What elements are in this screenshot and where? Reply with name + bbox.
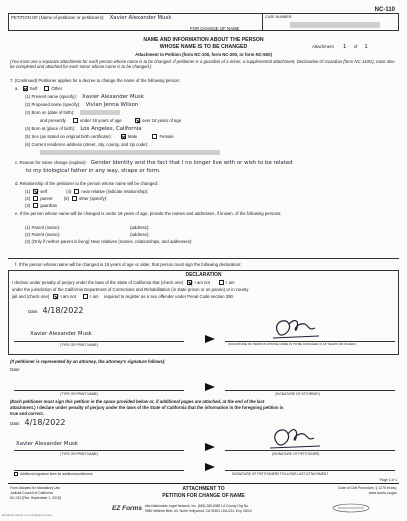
reason-row: c. Reason for name change (explain): Gender Identity and the fact that I no longer live with or wish to be related: [15, 160, 293, 166]
reason-line1: Gender Identity and the fact that I no longer live with or wish to be related: [90, 160, 293, 166]
born-at-row: (4) Born at (place of birth): Los Angeles, California: [25, 126, 142, 132]
self-other-row: a. Self Other: [15, 86, 63, 91]
under18-checkbox[interactable]: [73, 118, 78, 123]
reason-line2: to my biological father in any way, shape or form.: [26, 168, 161, 174]
attorney-sig-line: [225, 390, 395, 391]
petitioner-signature: [262, 422, 326, 452]
relationship-label: d. Relationship of the petitioner to the person whose name will be changed:: [15, 181, 159, 186]
footer-left1: Form Adopted for Mandatory Use: [10, 486, 61, 490]
declaration-signature: [265, 314, 325, 342]
relationship-row2: (2) parent (5) other (specify):: [25, 196, 108, 201]
attorney-name-line: [14, 390, 184, 391]
rel-guardian-checkbox[interactable]: [33, 203, 38, 208]
present-name-row: (1) Present name (specify): Xavier Alexander Musk: [25, 94, 144, 100]
petition-label: PETITION OF (Name of petitioner or petitioners): Xavier Alexander Musk: [11, 15, 172, 21]
address-row: (6) Current residence address (street, city, county, and zip code):: [25, 142, 149, 147]
parent2-row: (2) Parent (name): (address):: [25, 232, 150, 237]
rel-near-checkbox[interactable]: [74, 189, 79, 194]
attorney-arrow: [205, 383, 215, 391]
petitioner-sig-caption: (SIGNATURE OF PETITIONER): [272, 452, 320, 456]
declaration-printed-name: Xavier Alexander Musk: [30, 331, 92, 337]
watermark: Elizabeth Harris / Los Angeles County: [2, 513, 53, 517]
petitioner-name-line: [14, 450, 184, 451]
declaration-arrow: [205, 335, 215, 343]
petitioner-name-caption: (TYPE OR PRINT NAME): [60, 452, 98, 456]
title-line2: WHOSE NAME IS TO BE CHANGED: [159, 44, 248, 50]
am-checkbox[interactable]: [219, 280, 224, 285]
petitioner-printed-name: Xavier Alexander Musk: [16, 441, 78, 447]
footer-rule: [8, 483, 399, 484]
declaration-title: DECLARATION: [185, 272, 222, 278]
petitioner-text1: (Each petitioner must sign this petition in the space provided below or, if additional pages are attached, at the end of the last: [10, 399, 265, 404]
present-name-value: Xavier Alexander Musk: [82, 94, 144, 100]
separator-f: [8, 258, 399, 259]
jail-am-not-checkbox[interactable]: [53, 294, 58, 299]
over18-checkbox[interactable]: [135, 118, 140, 123]
female-checkbox[interactable]: [152, 134, 157, 139]
declaration-line3: jail and (check one) I am not I am required to register as a sex offender under Penal Code section 290.: [12, 294, 235, 299]
publisher-logo: EZ Forms: [112, 505, 142, 512]
relationship-row3: (3) guardian: [25, 203, 57, 208]
court-seal-logo: [330, 503, 372, 513]
rel-parent-checkbox[interactable]: [33, 196, 38, 201]
publisher-line2: 5960 Wilshire Blvd. #3, North Hollywood, CA 91601 LDA-024, Exp. 08/24: [145, 509, 252, 513]
form-number: NC-110: [374, 7, 395, 13]
petitioner-text2: attachment.) I declare under penalty of perjury under the laws of the State of California that the information in the foregoing petition is: [10, 405, 284, 410]
age-row: and presently under 18 years of age over 18 years of age: [40, 118, 182, 123]
petitioner-arrow: [205, 443, 215, 451]
relationship-row1: (1) self (4) near relative (indicate relationship):: [25, 189, 149, 194]
publisher-line1: dba Nationwide Legal Network, Inc. (818) 285-6389 LA County Org No.: [145, 504, 249, 508]
declaration-line1: I declare under penalty of perjury under the laws of the State of California that (check one) I am not I am: [12, 280, 235, 285]
other-checkbox[interactable]: [44, 86, 49, 91]
petitioner-date: 4/18/2022: [24, 418, 66, 427]
caption-divider: [262, 13, 263, 31]
section7-intro: 7. (Continued) Petitioner applies for a decree to change the name of the following person:: [10, 78, 181, 83]
additional-sig-checkbox[interactable]: [14, 472, 18, 476]
footer-left2: Judicial Council of California: [10, 491, 53, 495]
male-checkbox[interactable]: [121, 134, 126, 139]
additional-arrow: [205, 463, 215, 471]
declaration-line2: under the jurisdiction of the California Department of Corrections and Rehabilitation (in state prison or on parole) or in county: [12, 287, 249, 292]
declaration-date: 4/18/2022: [42, 306, 84, 315]
attachment-counter: Attachment 1 of 1: [312, 44, 368, 50]
additional-sig-line: [225, 470, 395, 471]
sex-row: (5) Sex (as stated on original birth certificate): Male Female: [25, 134, 174, 139]
petitioner-name: Xavier Alexander Musk: [109, 15, 172, 21]
over18-instruction: f. If the person whose name will be changed is 18 years of age or older, that person must sign the following declaration:: [15, 262, 242, 267]
declaration-name-caption: (TYPE OR PRINT NAME): [60, 343, 98, 347]
declaration-sig-caption: (SIGNATURE OF PERSON WHOSE NAME IS TO BE CHANGED IF 18 YEARS OR OLDER): [228, 342, 356, 346]
declaration-name-line: [14, 341, 184, 342]
page-number: Page 1 of 1: [379, 478, 397, 482]
footer-right1: Code of Civil Procedure, § 1275 et seq.: [337, 486, 397, 490]
born-on-row: (3) Born on (date of birth):: [25, 110, 120, 115]
rel-self-checkbox[interactable]: [33, 189, 38, 194]
born-place-value: Los Angeles, California: [80, 126, 142, 132]
parent1-row: (1) Parent (name): (address):: [25, 225, 150, 230]
title-line1: NAME AND INFORMATION ABOUT THE PERSON: [143, 37, 264, 43]
footer-center2: PETITION FOR CHANGE OF NAME: [162, 493, 245, 499]
minor-text: e. If the person whose name will be changed is under 18 years of age, provide the names and addresses, if known, of the following persons:: [15, 211, 282, 216]
jail-am-checkbox[interactable]: [83, 294, 88, 299]
footer-left3: NC-110 [Rev. September 1, 2018]: [10, 496, 61, 500]
attorney-sig-caption: (SIGNATURE OF ATTORNEY): [275, 392, 321, 396]
petitioner-date-row: Date: 4/18/2022: [10, 418, 66, 427]
petitioner-sig-line: [225, 450, 395, 451]
additional-name-line: [14, 470, 184, 471]
am-not-checkbox[interactable]: [187, 280, 192, 285]
proposed-name-value: Vivian Jenna Wilson: [85, 102, 139, 108]
attorney-name-caption: (TYPE OR PRINT NAME): [60, 392, 98, 396]
case-number-value: [290, 22, 380, 28]
case-number-label: CASE NUMBER:: [265, 15, 293, 19]
petitioner-text3: true and correct.: [10, 411, 44, 416]
self-checkbox[interactable]: [23, 86, 28, 91]
subtitle: Attachment to Petition (form NC-100, form NC-200, or form NC-500): [135, 52, 272, 57]
near-relatives-row: (3) (Only if neither parent is living) Near relatives (names, relationships, and addresses):: [25, 239, 193, 244]
instructions: (You must use a separate attachment for each person whose name is to be changed. If petitioner is a guardian of a minor, a supplemental attachment, Declaration of Guardian (form NC-110G), must also be completed and attached for each minor whose name is to be changed.): [10, 59, 395, 70]
attorney-text: (If petitioner is represented by an attorney, the attorney's signature follows):: [10, 359, 166, 364]
address-value: [40, 150, 220, 155]
for-change-label: FOR CHANGE OF NAME: [190, 26, 240, 31]
rel-other-checkbox[interactable]: [72, 196, 77, 201]
declaration-date-row: Date: 4/18/2022: [28, 306, 84, 315]
footer-center1: ATTACHMENT TO: [182, 486, 225, 492]
proposed-name-row: (2) Proposed name (specify): Vivian Jenna Wilson: [25, 102, 139, 108]
additional-sig-row: Additional signature lines for additional petitioners: [14, 472, 93, 476]
additional-sig-caption: SIGNATURE OF PETITIONERS FOLLOWS LAST ATTACHMENT: [232, 472, 329, 476]
attorney-date: Date:: [10, 367, 21, 372]
footer-right2: www.courts.ca.gov: [368, 491, 397, 495]
